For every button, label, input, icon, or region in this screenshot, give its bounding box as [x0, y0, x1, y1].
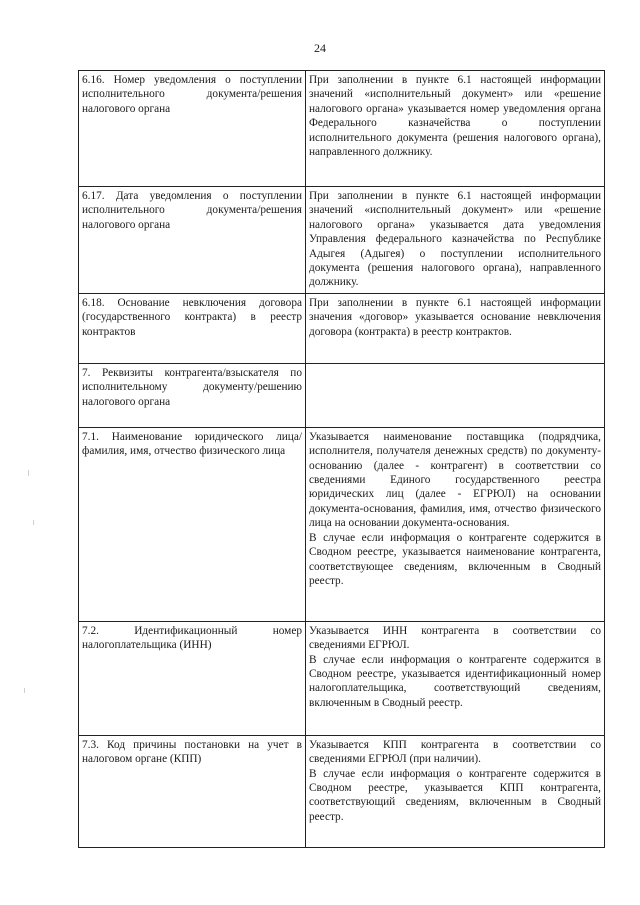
- field-description-paragraph: При заполнении в пункте 6.1 настоящей информации значения «договор» указывается основание невключения договора (контракта) в реестр контрактов.: [309, 296, 601, 338]
- scan-margin-mark: [24, 688, 25, 693]
- field-description-cell: [306, 187, 605, 294]
- field-name: 7.3. Код причины постановки на учет в налоговом органе (КПП): [82, 738, 302, 766]
- field-description-cell: [306, 427, 605, 621]
- field-description-paragraph: Указывается наименование поставщика (подрядчика, исполнителя, получателя денежных средств) по документу-основанию (далее - контрагент) в соответствии со сведениями Единого государственного реестра юридических лиц (далее - ЕГРЮЛ) на основании документа-основания, фамилия, имя, отчество физического лица на основании документа-основания.: [309, 430, 601, 530]
- field-name-cell: [79, 735, 306, 847]
- requisites-table-body: [79, 71, 605, 848]
- table-row: [79, 427, 605, 621]
- field-name: 6.17. Дата уведомления о поступлении исполнительного документа/решения налогового органа: [82, 190, 302, 231]
- field-description-paragraph: Указывается КПП контрагента в соответствии со сведениями ЕГРЮЛ (при наличии).: [309, 738, 601, 766]
- field-description-cell: [306, 71, 605, 187]
- field-name: 6.18. Основание невключения договора (государственного контракта) в реестр контрактов: [82, 296, 302, 338]
- field-name: 7. Реквизиты контрагента/взыскателя по исполнительному документу/решению налогового органа: [82, 366, 302, 408]
- table-row: [79, 735, 605, 847]
- field-description-paragraph: В случае если информация о контрагенте содержится в Сводном реестре, указывается КПП контрагента, соответствующий сведениям, включенным в Сводный реестр.: [309, 767, 601, 823]
- field-description-paragraph: Указывается ИНН контрагента в соответствии со сведениями ЕГРЮЛ.: [309, 624, 601, 652]
- table-row: [79, 293, 605, 363]
- table-row: [79, 621, 605, 735]
- field-name-cell: [79, 187, 306, 294]
- field-name-cell: [79, 363, 306, 427]
- table-row: [79, 363, 605, 427]
- field-description-cell: [306, 735, 605, 847]
- table-row: [79, 71, 605, 187]
- field-name-cell: [79, 427, 306, 621]
- page-number: 24: [314, 41, 326, 55]
- requisites-table: [78, 70, 605, 848]
- scan-margin-mark: [33, 520, 34, 525]
- field-name: 7.2. Идентификационный номер налогоплательщика (ИНН): [82, 624, 302, 652]
- field-name-cell: [79, 293, 306, 363]
- scan-margin-mark: [28, 470, 29, 476]
- field-name-cell: [79, 71, 306, 187]
- field-description-paragraph: В случае если информация о контрагенте содержится в Сводном реестре, указывается идентификационный номер налогоплательщика, соответствующий сведениям, включенным в Сводный реестр.: [309, 653, 601, 709]
- field-description-paragraph: В случае если информация о контрагенте содержится в Сводном реестре, указывается наименование контрагента, соответствующее сведениям, включенным в Сводный реестр.: [309, 531, 601, 587]
- table-row: [79, 187, 605, 294]
- field-name: 6.16. Номер уведомления о поступлении исполнительного документа/решения налогового органа: [82, 74, 302, 115]
- field-description-cell: [306, 363, 605, 427]
- field-description-cell: [306, 621, 605, 735]
- field-name: 7.1. Наименование юридического лица/фамилия, имя, отчество физического лица: [82, 430, 302, 458]
- field-description-paragraph: При заполнении в пункте 6.1 настоящей информации значений «исполнительный документ» или «решение налогового органа» указывается номер уведомления органа Федерального казначейства о поступлении исполнительного документа (решения налогового органа), направленного должнику.: [309, 74, 601, 159]
- field-description-paragraph: При заполнении в пункте 6.1 настоящей информации значений «исполнительный документ» или «решение налогового органа» указывается дата уведомления Управления федерального казначейства по Республике Адыгея (Адыгея) о поступлении исполнительного документа (решения налогового органа), направленного должнику.: [309, 190, 601, 289]
- field-name-cell: [79, 621, 306, 735]
- field-description-cell: [306, 293, 605, 363]
